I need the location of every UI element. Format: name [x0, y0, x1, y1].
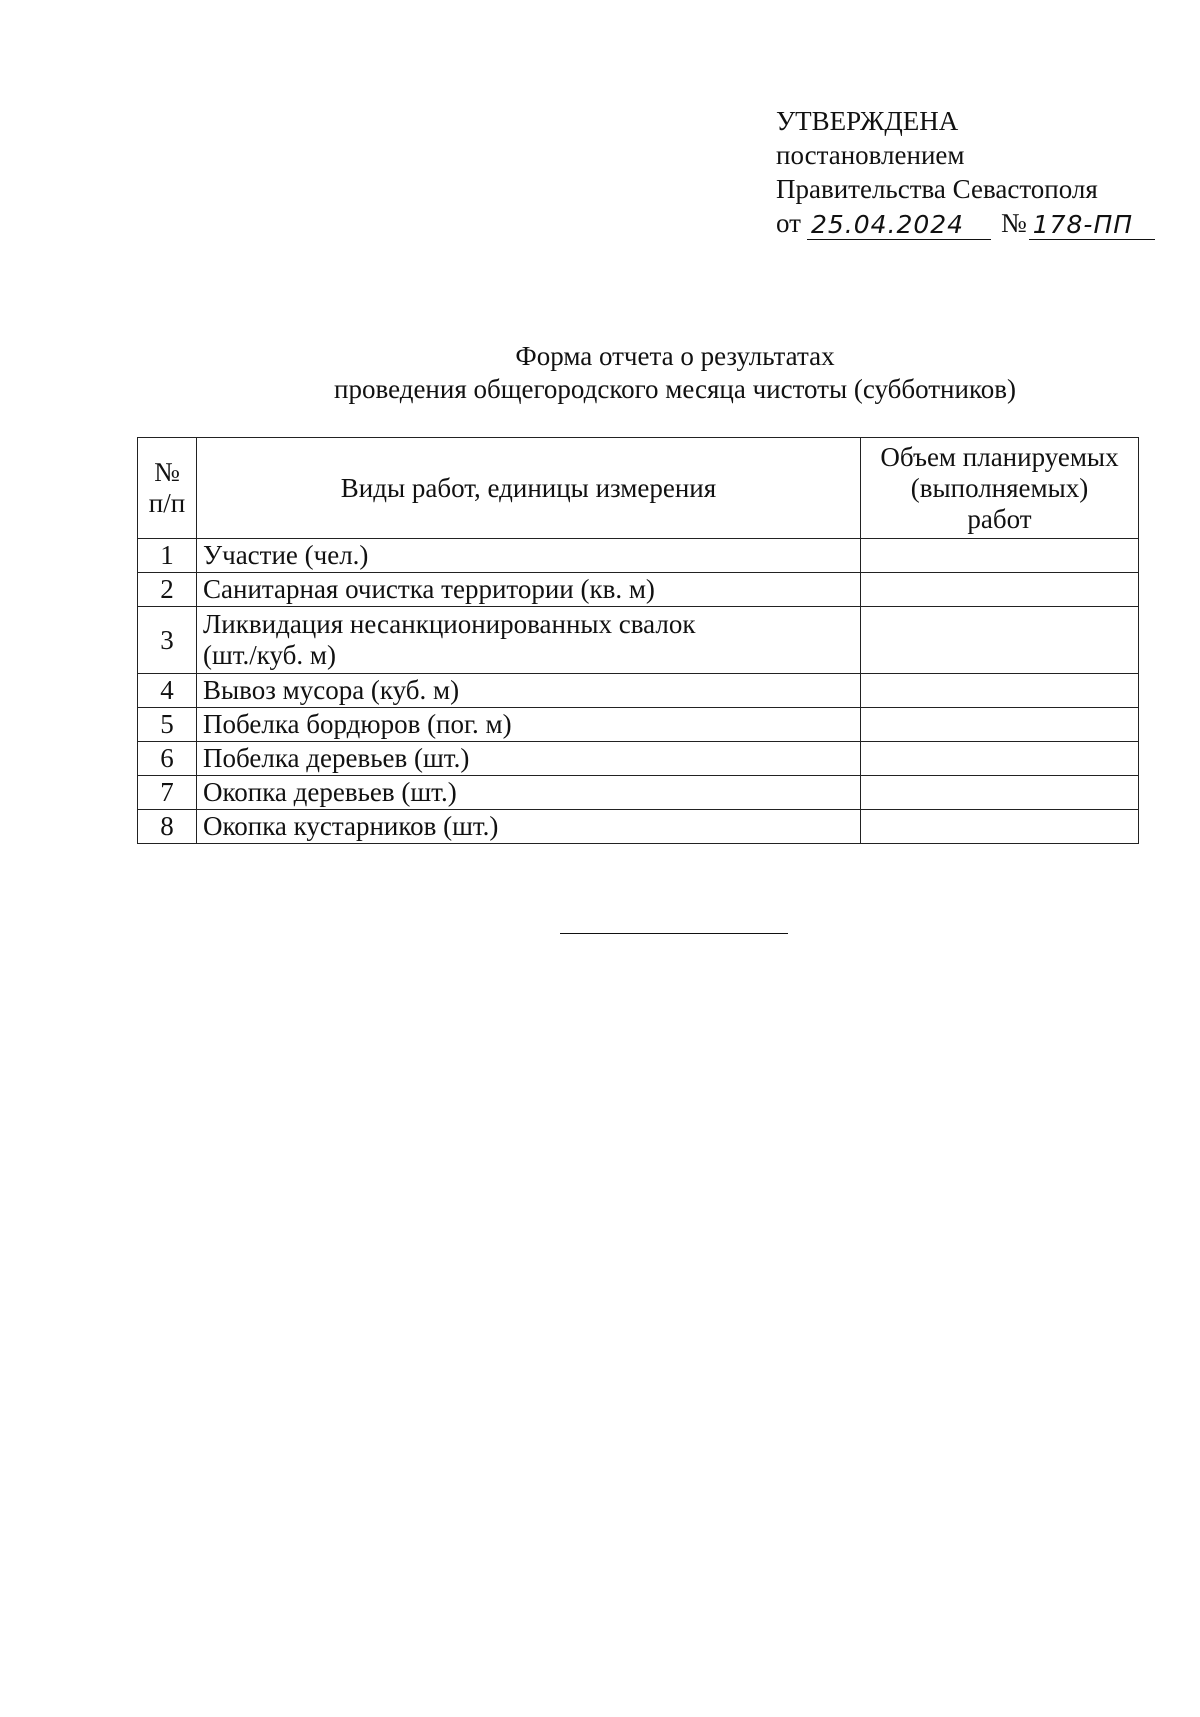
approval-date-line [776, 206, 1155, 240]
row-work-type: Побелка бордюров (пог. м) [197, 708, 861, 742]
approval-line-1: постановлением [776, 140, 965, 170]
row-work-type-line: Ликвидация несанкционированных свалок [203, 609, 696, 639]
table-row [138, 742, 1139, 776]
row-work-type: Окопка деревьев (шт.) [197, 776, 861, 810]
row-work-type: Окопка кустарников (шт.) [197, 810, 861, 844]
row-volume-cell[interactable] [861, 674, 1139, 708]
number-sign: № [1000, 208, 1027, 238]
row-volume-cell[interactable] [861, 573, 1139, 607]
handwritten-date: 25.04.2024 [807, 211, 991, 240]
row-volume-cell[interactable] [861, 742, 1139, 776]
report-table [137, 437, 1139, 844]
end-divider [560, 933, 788, 934]
row-work-type-line: (шт./куб. м) [203, 640, 336, 670]
row-work-type [197, 607, 861, 674]
table-row [138, 776, 1139, 810]
header-volume-line: работ [967, 503, 1032, 534]
table-row [138, 573, 1139, 607]
table-row [138, 810, 1139, 844]
approval-line-2: Правительства Севастополя [776, 174, 1098, 204]
header-volume-line: Объем планируемых [880, 441, 1119, 472]
row-number: 2 [138, 573, 197, 607]
table-row [138, 539, 1139, 573]
table-row [138, 708, 1139, 742]
header-volume [861, 438, 1139, 539]
row-volume-cell[interactable] [861, 607, 1139, 674]
header-num-line: п/п [148, 488, 186, 518]
row-number: 1 [138, 539, 197, 573]
row-work-type: Побелка деревьев (шт.) [197, 742, 861, 776]
header-num [138, 438, 197, 539]
row-number: 5 [138, 708, 197, 742]
table-header-row [138, 438, 1139, 539]
form-title-line-1: Форма отчета о результатах [515, 341, 835, 371]
header-work: Виды работ, единицы измерения [197, 438, 861, 539]
form-title-line-2: проведения общегородского месяца чистоты (субботников) [334, 374, 1016, 404]
header-volume-line: (выполняемых) [910, 472, 1089, 503]
row-work-type: Санитарная очистка территории (кв. м) [197, 573, 861, 607]
header-num-line: № [154, 457, 180, 487]
row-number: 6 [138, 742, 197, 776]
row-number: 4 [138, 674, 197, 708]
table-row [138, 607, 1139, 674]
row-volume-cell[interactable] [861, 708, 1139, 742]
row-volume-cell[interactable] [861, 539, 1139, 573]
approval-heading: УТВЕРЖДЕНА [776, 106, 959, 136]
form-title [0, 340, 1200, 406]
handwritten-number: 178-ПП [1029, 211, 1155, 240]
row-number: 8 [138, 810, 197, 844]
row-number: 3 [138, 607, 197, 674]
approval-block [776, 104, 1155, 240]
date-prefix: от [776, 208, 801, 238]
row-number: 7 [138, 776, 197, 810]
row-volume-cell[interactable] [861, 810, 1139, 844]
table-row [138, 674, 1139, 708]
row-work-type: Участие (чел.) [197, 539, 861, 573]
row-volume-cell[interactable] [861, 776, 1139, 810]
row-work-type: Вывоз мусора (куб. м) [197, 674, 861, 708]
